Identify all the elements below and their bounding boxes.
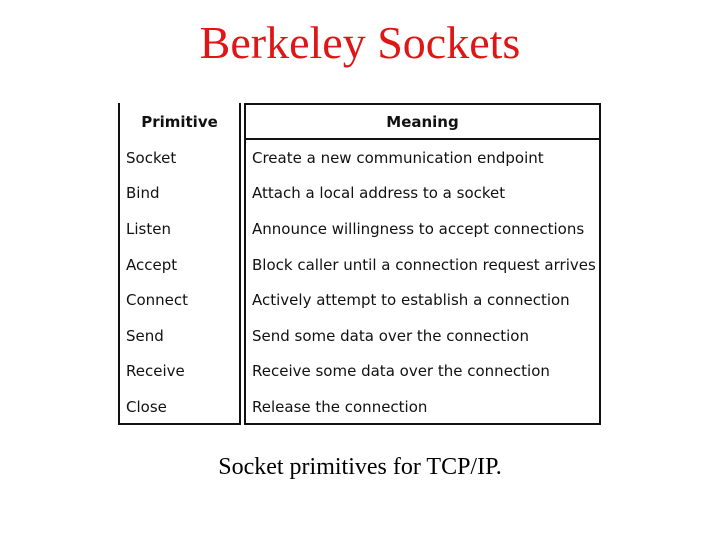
header-primitive: Primitive [141,113,218,131]
primitive-cell: Receive [126,362,185,380]
table-row [118,353,601,389]
meaning-cell: Release the connection [252,398,428,416]
meaning-cell: Block caller until a connection request arrives [252,256,596,274]
meaning-cell: Send some data over the connection [252,327,529,345]
primitive-cell: Bind [126,184,160,202]
table-caption: Socket primitives for TCP/IP. [218,454,502,480]
table-row [118,318,601,354]
primitives-table [118,103,601,425]
meaning-cell: Actively attempt to establish a connection [252,291,570,309]
table-row [118,175,601,211]
header-meaning: Meaning [386,113,459,131]
table-row [118,211,601,247]
meaning-cell: Create a new communication endpoint [252,149,544,167]
primitive-cell: Accept [126,256,178,274]
primitive-cell: Listen [126,220,171,238]
slide-title: Berkeley Sockets [199,17,521,68]
table-row [118,389,601,425]
primitive-cell: Close [126,398,167,416]
primitive-cell: Connect [126,291,189,309]
table-row [118,282,601,318]
meaning-cell: Attach a local address to a socket [252,184,506,202]
primitive-cell: Send [126,327,164,345]
meaning-cell: Announce willingness to accept connections [252,220,585,238]
primitive-cell: Socket [126,149,177,167]
meaning-cell: Receive some data over the connection [252,362,550,380]
table-row [118,140,601,176]
table-row [118,247,601,283]
